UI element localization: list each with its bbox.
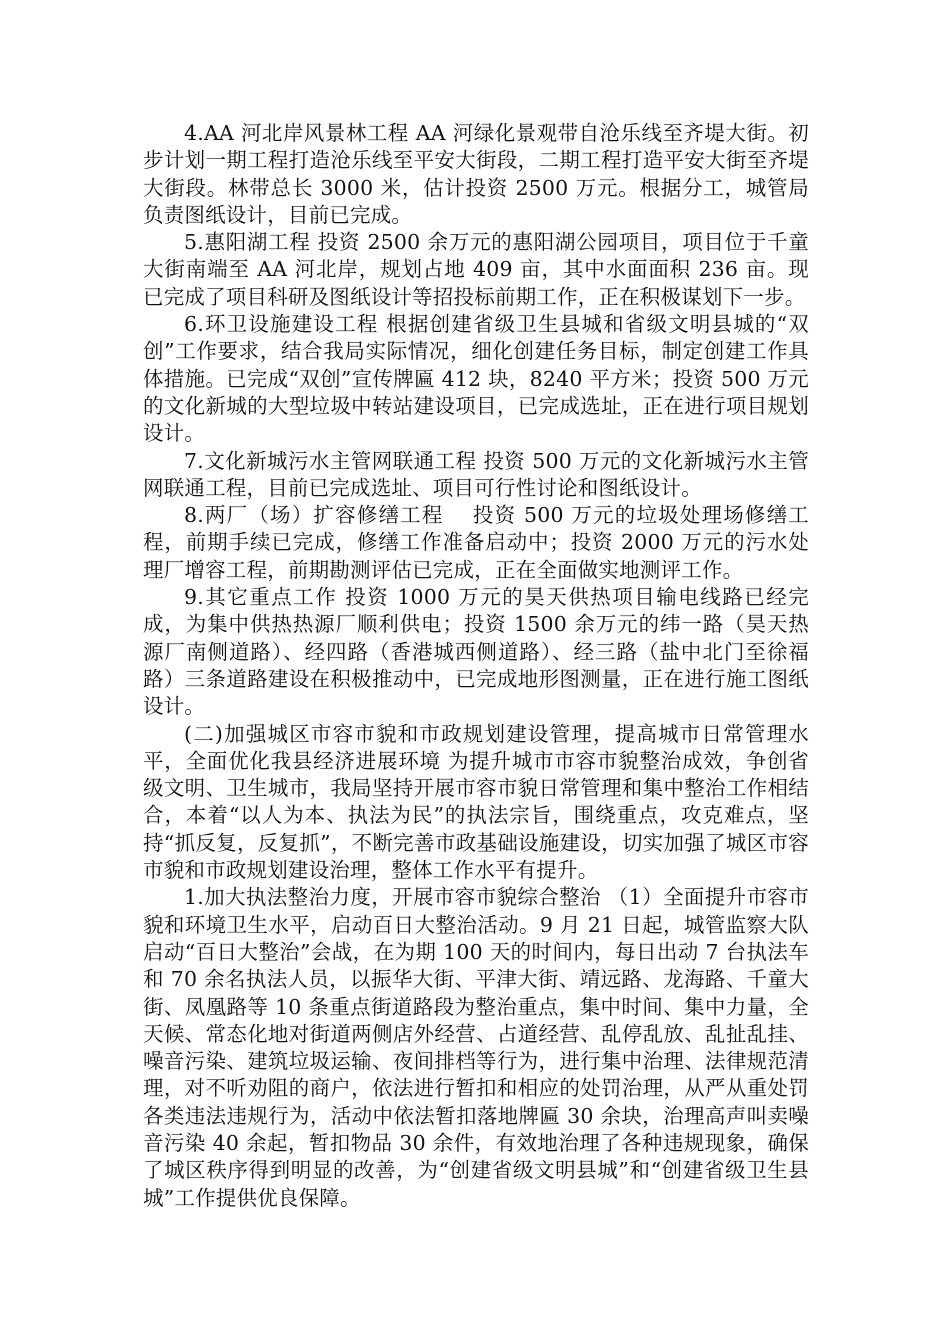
paragraph-other-key-work: 9.其它重点工作 投资 1000 万元的昊天供热项目输电线路已经完成，为集中供热热源厂顺利供电；投资 1500 余万元的纬一路（昊天热源厂南侧道路）、经四路（香港城西侧道路）、经三路（盐中北门至徐福路）三条道路建设在积极推动中，已完成地形图测量，正在进行施工图纸设计。	[143, 585, 809, 719]
paragraph-landscape-forest-project: 4.AA 河北岸风景林工程 AA 河绿化景观带自沧乐线至齐堤大街。初步计划一期工程打造沧乐线至平安大街段，二期工程打造平安大街至齐堤大街段。林带总长 3000 米，估计投资 2500 万元。根据分工，城管局负责图纸设计，目前已完成。	[143, 121, 809, 227]
document-page	[143, 120, 809, 1212]
paragraph-section-two-heading: (二)加强城区市容市貌和市政规划建设管理，提高城市日常管理水平，全面优化我县经济进展环境 为提升城市市容市貌整治成效，争创省级文明、卫生城市，我局坚持开展市容市貌日常管理和集中整治工作相结合，本着“以人为本、执法为民”的执法宗旨，围绕重点，攻克难点，坚持“抓反复，反复抓”，不断完善市政基础设施建设，切实加强了城区市容市貌和市政规划建设治理，整体工作水平有提升。	[143, 721, 809, 883]
paragraph-enforcement-campaign: 1.加大执法整治力度，开展市容市貌综合整治 （1）全面提升市容市貌和环境卫生水平，启动百日大整治活动。9 月 21 日起，城管监察大队启动“百日大整治”会战，在为期 100 天的时间内，每日出动 7 台执法车和 70 余名执法人员，以振华大街、平津大街、靖远路、龙海路、千童大街、凤凰路等 10 条重点街道路段为整治重点，集中时间、集中力量，全天候、常态化地对街道两侧店外经营、占道经营、乱停乱放、乱扯乱挂、噪音污染、建筑垃圾运输、夜间排档等行为，进行集中治理、法律规范清理，对不听劝阻的商户，依法进行暂扣和相应的处罚治理，从严从重处罚各类违法违规行为，活动中依法暂扣落地牌匾 30 余块，治理高声叫卖噪音污染 40 余起，暂扣物品 30 余件，有效地治理了各种违规现象，确保了城区秩序得到明显的改善，为“创建省级文明县城”和“创建省级卫生县城”工作提供优良保障。	[143, 885, 809, 1210]
paragraph-plant-expansion: 8.两厂（场）扩容修缮工程 投资 500 万元的垃圾处理场修缮工程，前期手续已完成，修缮工作准备启动中；投资 2000 万元的污水处理厂增容工程，前期勘测评估已完成，正在全面做实地测评工作。	[143, 503, 809, 582]
paragraph-huiyang-lake-project: 5.惠阳湖工程 投资 2500 余万元的惠阳湖公园项目，项目位于千童大街南端至 AA 河北岸，规划占地 409 亩，其中水面面积 236 亩。现已完成了项目科研及图纸设计等招投标前期工作，正在积极谋划下一步。	[143, 230, 809, 309]
paragraph-sanitation-facilities: 6.环卫设施建设工程 根据创建省级卫生县城和省级文明县城的“双创”工作要求，结合我局实际情况，细化创建任务目标，制定创建工作具体措施。已完成“双创”宣传牌匾 412 块，8240 平方米；投资 500 万元的文化新城的大型垃圾中转站建设项目，已完成选址，正在进行项目规划设计。	[143, 312, 809, 446]
paragraph-sewage-network: 7.文化新城污水主管网联通工程 投资 500 万元的文化新城污水主管网联通工程，目前已完成选址、项目可行性讨论和图纸设计。	[143, 448, 809, 500]
